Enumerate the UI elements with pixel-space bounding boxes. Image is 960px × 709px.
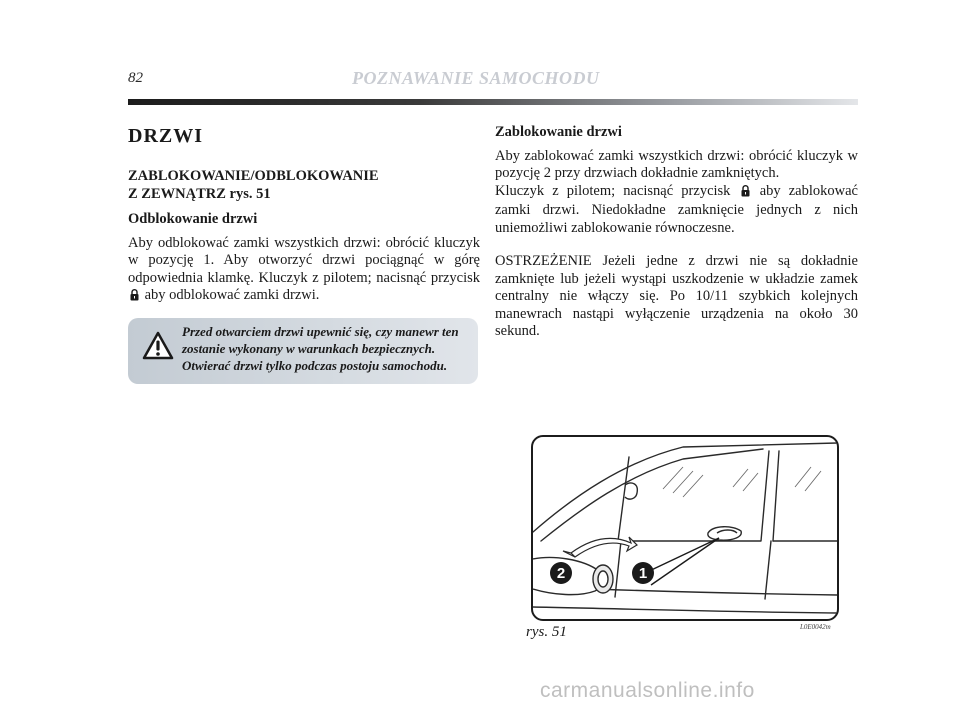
- callout-1-label: 1: [638, 565, 648, 582]
- warning-triangle-icon: [142, 331, 174, 365]
- figure-code: L0E0042m: [800, 623, 831, 631]
- unlock-heading: Odblokowanie drzwi: [128, 211, 258, 227]
- padlock-icon: [130, 289, 139, 307]
- lock-paragraph-1: Aby zablokować zamki wszystkich drzwi: obrócić kluczyk w pozycję 2 przy drzwiach dokładnie zamkniętych.: [495, 147, 858, 181]
- unlock-text-2: aby odblokować zamki drzwi.: [144, 287, 320, 303]
- padlock-icon: [741, 185, 750, 203]
- lock-heading: Zablokowanie drzwi: [495, 124, 622, 140]
- lock-text-2a: Kluczyk z pilotem; nacisnąć przycisk: [495, 182, 731, 199]
- right-column: [495, 124, 858, 341]
- warning-box: [128, 318, 478, 384]
- warning-text: Przed otwarciem drzwi upewnić się, czy manewr ten zostanie wykonany w warunkach bezpiecznych. Otwierać drzwi tylko podczas postoju samochodu.: [182, 324, 459, 373]
- car-door-illustration: [533, 437, 837, 619]
- note-paragraph: OSTRZEŻENIE Jeżeli jedne z drzwi nie są dokładnie zamknięte lub jeżeli wystąpi uszkodzenie w układzie zamek centralny nie włączy się. Po 10/11 szybkich kolejnych manewrach nastąpi wyłączenie urządzenia na około 30 sekund.: [495, 253, 858, 339]
- lock-text-2b: aby zablokować zamki drzwi. Niedokładne zamknięcie jednych z nich uniemożliwi zablokowanie równoczesne.: [495, 182, 858, 236]
- subheading-line-2: Z ZEWNĄTRZ rys. 51: [128, 185, 271, 202]
- callout-1: [632, 562, 654, 584]
- unlock-paragraph: [128, 235, 480, 307]
- section-title: DRZWI: [128, 125, 204, 147]
- page-number: 82: [128, 70, 143, 86]
- watermark: carmanualsonline.info: [540, 679, 755, 702]
- callout-2: [550, 562, 572, 584]
- subheading-line-1: ZABLOKOWANIE/ODBLOKOWANIE: [128, 168, 379, 184]
- figure-caption: rys. 51: [526, 624, 567, 640]
- header-rule: [128, 99, 858, 105]
- unlock-text-1: Aby odblokować zamki wszystkich drzwi: obrócić kluczyk w pozycję 1. Aby otworzyć drzwi pociągnąć w górę odpowiednia klamkę. Kluczyk z pilotem; nacisnąć przycisk: [128, 234, 480, 286]
- subheading: [128, 168, 480, 203]
- figure-door-lock: [531, 435, 839, 621]
- left-column: [128, 124, 480, 307]
- running-title: POZNAWANIE SAMOCHODU: [352, 68, 600, 88]
- callout-2-label: 2: [556, 565, 566, 582]
- lock-paragraph-2: [495, 183, 858, 238]
